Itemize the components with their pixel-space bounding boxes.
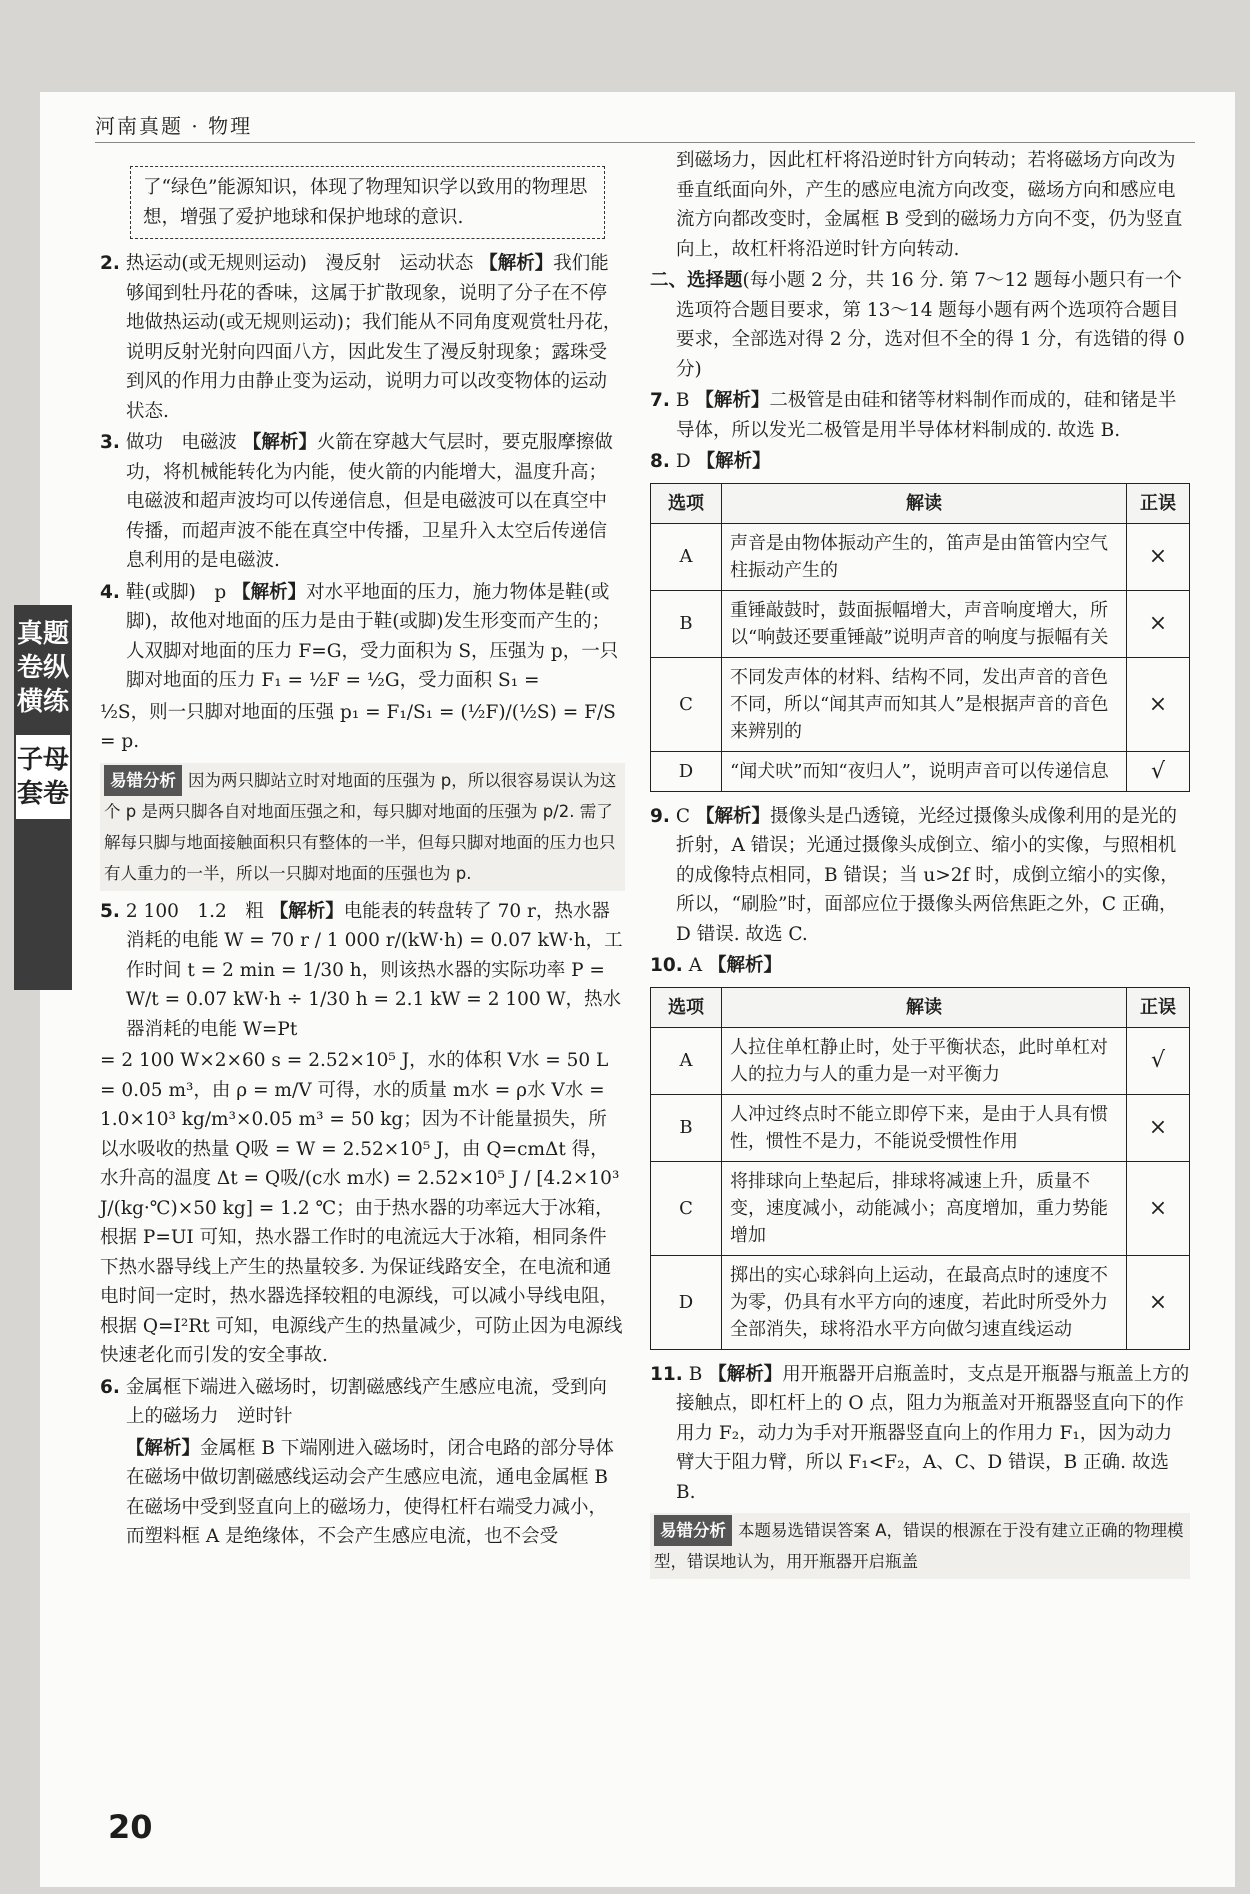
header-explanation: 解读 [722, 483, 1127, 523]
question-5 [100, 897, 625, 1045]
row-mark: × [1127, 523, 1190, 590]
header-option: 选项 [651, 483, 722, 523]
page-number: 20 [108, 1808, 153, 1846]
running-header: 河南真题 · 物理 [95, 114, 253, 138]
table-row [651, 523, 1190, 590]
left-column [100, 158, 625, 1554]
question-number: 5. [100, 900, 120, 922]
question-7 [650, 386, 1190, 445]
answer: 金属框下端进入磁场时，切割磁感线产生感应电流，受到向上的磁场力 逆时针 [125, 1376, 607, 1427]
answer: 2 100 1.2 粗 [125, 900, 264, 922]
row-text: 不同发声体的材料、结构不同，发出声音的音色不同，所以“闻其声而知其人”是根据声音的音色来辨别的 [722, 657, 1127, 751]
error-analysis-title: 易错分析 [654, 1515, 732, 1546]
answer: 热运动(或无规则运动) 漫反射 运动状态 [125, 253, 474, 274]
analysis-tag: 【解析】 [695, 390, 770, 411]
answer: 做功 电磁波 [125, 432, 237, 453]
row-mark: × [1127, 1255, 1190, 1349]
row-mark: × [1127, 590, 1190, 657]
side-tab [14, 605, 72, 990]
table-row [651, 1255, 1190, 1349]
question-number: 11. [650, 1363, 683, 1385]
row-option: B [651, 590, 722, 657]
answer: D [675, 451, 691, 472]
table-row [651, 1094, 1190, 1161]
error-analysis-text: 本题易选错误答案 A，错误的根源在于没有建立正确的物理模型，错误地认为，用开瓶器开启瓶盖 [654, 1521, 1184, 1571]
error-analysis-box [100, 763, 625, 891]
analysis-text: 我们能够闻到牡丹花的香味，这属于扩散现象，说明了分子在不停地做热运动(或无规则运动)；我们能从不同角度观赏牡丹花，说明反射光射向四面八方，因此发生了漫反射现象；露珠受到风的作用力由静止变为运动，说明力可以改变物体的运动状态. [126, 253, 622, 422]
table-header-row [651, 987, 1190, 1027]
question-number: 6. [100, 1376, 120, 1398]
question-3 [100, 428, 625, 576]
intro-box: 了“绿色”能源知识，体现了物理知识学以致用的物理思想，增强了爱护地球和保护地球的意识. [130, 166, 605, 239]
analysis-tag: 【解析】 [126, 1437, 201, 1459]
row-mark: × [1127, 657, 1190, 751]
analysis-tag: 【解析】 [695, 805, 770, 827]
table-row [651, 1027, 1190, 1094]
formula-line: ½S，则一只脚对地面的压强 p₁ = F₁/S₁ = (½F)/(½S) = F/S = p. [100, 701, 616, 752]
row-mark: × [1127, 1161, 1190, 1255]
question-number: 4. [100, 581, 120, 603]
question-11 [650, 1360, 1190, 1508]
row-option: B [651, 1094, 722, 1161]
question-number: 2. [100, 253, 120, 274]
table-header-row [651, 483, 1190, 523]
analysis-tag: 【解析】 [269, 900, 344, 922]
row-text: 人拉住单杠静止时，处于平衡状态，此时单杠对人的拉力与人的重力是一对平衡力 [722, 1027, 1127, 1094]
analysis-text: 对水平地面的压力，施力物体是鞋(或脚)，故他对地面的压力是由于鞋(或脚)发生形变而产生的；人双脚对地面的压力 F=G，受力面积为 S，压强为 p，一只脚对地面的压力 F₁ = ½F = ½G，受力面积 S₁ = [126, 581, 619, 691]
side-tab-title: 真题卷纵横练 [16, 619, 69, 717]
answer: 鞋(或脚) p [125, 581, 227, 603]
row-mark: × [1127, 1094, 1190, 1161]
header-judgement: 正误 [1127, 987, 1190, 1027]
answer: C [675, 805, 691, 827]
question-number: 10. [650, 955, 683, 976]
row-text: 掷出的实心球斜向上运动，在最高点时的速度不为零，仍具有水平方向的速度，若此时所受外力全部消失，球将沿水平方向做匀速直线运动 [722, 1255, 1127, 1349]
table-row [651, 751, 1190, 791]
header-judgement: 正误 [1127, 483, 1190, 523]
question-9 [650, 802, 1190, 950]
analysis-tag: 【解析】 [479, 253, 554, 274]
row-option: A [651, 523, 722, 590]
analysis-text: 二极管是由硅和锗等材料制作而成的，硅和锗是半导体，所以发光二极管是用半导体材料制成的. 故选 B. [676, 390, 1177, 441]
question-6 [100, 1373, 625, 1432]
error-analysis-text: 因为两只脚站立时对地面的压强为 p，所以很容易误认为这个 p 是两只脚各自对地面压强之和，每只脚对地面的压强为 p/2. 需了解每只脚与地面接触面积只有整体的一半，但每只脚对地面的压力也只有人重力的一半，所以一只脚对地面的压强也为 p. [104, 770, 617, 883]
question-number: 3. [100, 432, 120, 453]
error-analysis-title: 易错分析 [104, 765, 182, 796]
section-instructions: (每小题 2 分，共 16 分. 第 7～12 题每小题只有一个选项符合题目要求，第 13～14 题每小题有两个选项符合题目要求，全部选对得 2 分，选对但不全的得 1 分，有选错的得 0 分) [676, 270, 1185, 380]
error-analysis-box [650, 1513, 1190, 1579]
analysis-tag: 【解析】 [708, 1363, 783, 1385]
row-mark: √ [1127, 751, 1190, 791]
question-number: 9. [650, 805, 670, 827]
analysis-tag: 【解析】 [242, 432, 317, 453]
row-option: A [651, 1027, 722, 1094]
question-2 [100, 249, 625, 426]
row-option: D [651, 1255, 722, 1349]
row-option: C [651, 657, 722, 751]
question-4 [100, 578, 625, 696]
analysis-text: 摄像头是凸透镜，光经过摄像头成像利用的是光的折射，A 错误；光通过摄像头成倒立、缩小的实像，与照相机的成像特点相同，B 错误；当 u>2f 时，成倒立缩小的实像，所以，“刷脸”时，面部应位于摄像头两倍焦距之外，C 正确，D 错误. 故选 C. [676, 805, 1179, 945]
row-option: C [651, 1161, 722, 1255]
analysis-tag: 【解析】 [232, 581, 307, 603]
row-text: “闻犬吠”而知“夜归人”，说明声音可以传递信息 [722, 751, 1127, 791]
analysis-tag: 【解析】 [708, 955, 783, 976]
row-text: 重锤敲鼓时，鼓面振幅增大，声音响度增大，所以“响鼓还要重锤敲”说明声音的响度与振幅有关 [722, 590, 1127, 657]
row-text: 将排球向上垫起后，排球将减速上升，质量不变，速度减小，动能减小；高度增加，重力势能增加 [722, 1161, 1127, 1255]
section-2 [650, 266, 1190, 384]
side-tab-subtitle: 子母套卷 [14, 733, 72, 821]
right-column [650, 146, 1190, 1585]
question-number: 8. [650, 451, 670, 472]
row-text: 人冲过终点时不能立即停下来，是由于人具有惯性，惯性不是力，不能说受惯性作用 [722, 1094, 1127, 1161]
header-option: 选项 [651, 987, 722, 1027]
analysis-text: 金属框 B 下端刚进入磁场时，闭合电路的部分导体在磁场中做切割磁感线运动会产生感应电流，通电金属框 B 在磁场中受到竖直向上的磁场力，使得杠杆右端受力减小，而塑料框 A 是绝缘体，不会产生感应电流，也不会受 [126, 1437, 614, 1547]
table-row [651, 1161, 1190, 1255]
table-row [651, 657, 1190, 751]
answer: A [688, 955, 703, 976]
analysis-text: 电能表的转盘转了 70 r，热水器消耗的电能 W = 70 r / 1 000 r/(kW·h) = 0.07 kW·h，工作时间 t = 2 min = 1/30 h，则该热水器的实际功率 P = W/t = 0.07 kW·h ÷ 1/30 h = 2.1 kW = 2 100 W，热水器消耗的电能 W=Pt [126, 900, 623, 1040]
section-title: 二、选择题 [650, 270, 743, 291]
header-rule [95, 142, 1195, 143]
table-row [651, 590, 1190, 657]
analysis-text: 用开瓶器开启瓶盖时，支点是开瓶器与瓶盖上方的接触点，即杠杆上的 O 点，阻力为瓶盖对开瓶器竖直向下的作用力 F₂，动力为手对开瓶器竖直向上的作用力 F₁，因为动力臂大于阻力臂，所以 F₁<F₂，A、C、D 错误，B 正确. 故选 B. [676, 1363, 1190, 1503]
table-q8 [650, 483, 1190, 792]
header-explanation: 解读 [722, 987, 1127, 1027]
question-6-analysis [100, 1434, 625, 1552]
answer: B [675, 390, 690, 411]
question-8 [650, 447, 1190, 477]
analysis-tag: 【解析】 [696, 451, 771, 472]
answer: B [688, 1363, 703, 1385]
question-6-continued: 到磁场力，因此杠杆将沿逆时针方向转动；若将磁场方向改为垂直纸面向外，产生的感应电流方向改变，磁场方向和感应电流方向都改变时，金属框 B 受到的磁场力方向不变，仍为竖直向上，故杠杆将沿逆时针方向转动. [676, 150, 1183, 260]
row-mark: √ [1127, 1027, 1190, 1094]
analysis-text: 火箭在穿越大气层时，要克服摩擦做功，将机械能转化为内能，使火箭的内能增大，温度升高；电磁波和超声波均可以传递信息，但是电磁波可以在真空中传播，而超声波不能在真空中传播，卫星升入太空后传递信息利用的是电磁波. [126, 432, 613, 571]
row-text: 声音是由物体振动产生的，笛声是由笛管内空气柱振动产生的 [722, 523, 1127, 590]
question-number: 7. [650, 390, 670, 411]
row-option: D [651, 751, 722, 791]
question-10 [650, 951, 1190, 981]
analysis-continued: = 2 100 W×2×60 s = 2.52×10⁵ J，水的体积 V水 = 50 L = 0.05 m³，由 ρ = m/V 可得，水的质量 m水 = ρ水 V水 = 1.0×10³ kg/m³×0.05 m³ = 50 kg；因为不计能量损失，所以水吸收的热量 Q吸 = W = 2.52×10⁵ J，由 Q=cmΔt 得，水升高的温度 Δt = Q吸/(c水 m水) = 2.52×10⁵ J / [4.2×10³ J/(kg·℃)×50 kg] = 1.2 ℃；由于热水器的功率远大于冰箱，根据 P=UI 可知，热水器工作时的电流远大于冰箱，相同条件下热水器导线上产生的热量较多. 为保证线路安全，在电流和通电时间一定时，热水器选择较粗的电源线，可以减小导线电阻，根据 Q=I²Rt 可知，电源线产生的热量减少，可防止因为电源线快速老化而引发的安全事故. [100, 1050, 623, 1366]
table-q10 [650, 987, 1190, 1350]
